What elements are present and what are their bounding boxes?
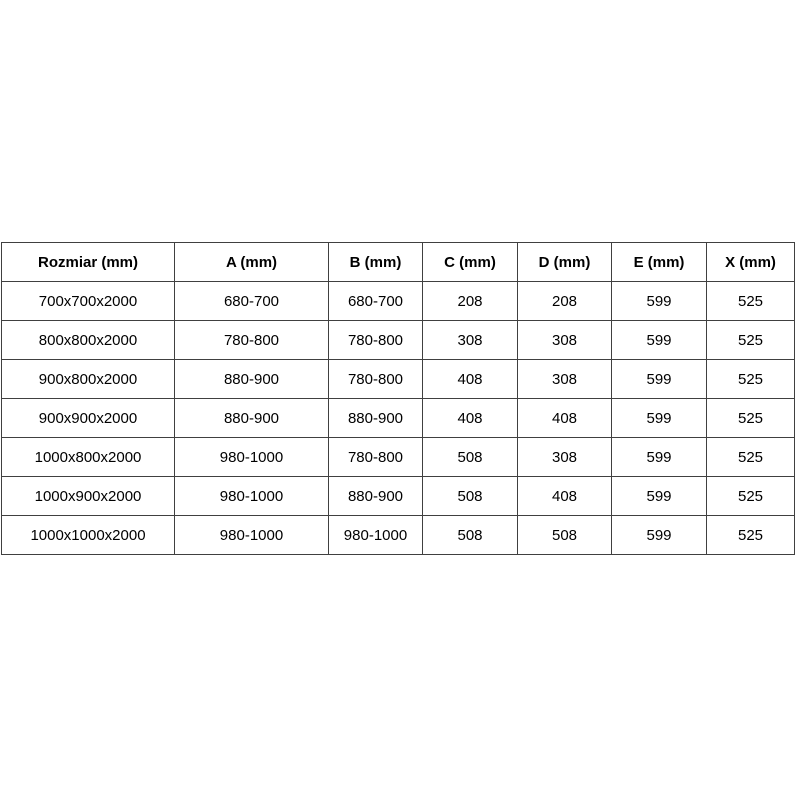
cell-x: 525 (707, 282, 795, 321)
cell-c: 508 (423, 516, 518, 555)
cell-d: 408 (518, 399, 612, 438)
cell-b: 980-1000 (329, 516, 423, 555)
column-header-d: D (mm) (518, 243, 612, 282)
column-header-rozmiar: Rozmiar (mm) (2, 243, 175, 282)
cell-c: 408 (423, 360, 518, 399)
cell-x: 525 (707, 399, 795, 438)
cell-c: 508 (423, 477, 518, 516)
cell-rozmiar: 1000x900x2000 (2, 477, 175, 516)
column-header-e: E (mm) (612, 243, 707, 282)
cell-d: 308 (518, 438, 612, 477)
cell-a: 980-1000 (175, 477, 329, 516)
cell-e: 599 (612, 360, 707, 399)
cell-a: 980-1000 (175, 438, 329, 477)
cell-d: 308 (518, 360, 612, 399)
table-row (2, 516, 795, 555)
cell-c: 408 (423, 399, 518, 438)
cell-b: 780-800 (329, 438, 423, 477)
cell-e: 599 (612, 399, 707, 438)
cell-rozmiar: 900x800x2000 (2, 360, 175, 399)
cell-d: 308 (518, 321, 612, 360)
column-header-b: B (mm) (329, 243, 423, 282)
cell-e: 599 (612, 477, 707, 516)
cell-x: 525 (707, 360, 795, 399)
cell-e: 599 (612, 321, 707, 360)
cell-e: 599 (612, 516, 707, 555)
cell-rozmiar: 1000x1000x2000 (2, 516, 175, 555)
cell-c: 208 (423, 282, 518, 321)
cell-a: 680-700 (175, 282, 329, 321)
table-row (2, 360, 795, 399)
cell-c: 508 (423, 438, 518, 477)
cell-c: 308 (423, 321, 518, 360)
table-row (2, 399, 795, 438)
cell-e: 599 (612, 438, 707, 477)
dimensions-table (1, 242, 795, 555)
header-row (2, 243, 795, 282)
cell-rozmiar: 700x700x2000 (2, 282, 175, 321)
cell-b: 780-800 (329, 360, 423, 399)
cell-b: 880-900 (329, 399, 423, 438)
cell-rozmiar: 900x900x2000 (2, 399, 175, 438)
cell-d: 208 (518, 282, 612, 321)
table-row (2, 477, 795, 516)
cell-x: 525 (707, 477, 795, 516)
cell-rozmiar: 800x800x2000 (2, 321, 175, 360)
table-row (2, 438, 795, 477)
cell-b: 680-700 (329, 282, 423, 321)
column-header-a: A (mm) (175, 243, 329, 282)
cell-rozmiar: 1000x800x2000 (2, 438, 175, 477)
cell-a: 880-900 (175, 360, 329, 399)
table-row (2, 321, 795, 360)
cell-x: 525 (707, 321, 795, 360)
cell-b: 780-800 (329, 321, 423, 360)
cell-d: 408 (518, 477, 612, 516)
cell-a: 980-1000 (175, 516, 329, 555)
cell-e: 599 (612, 282, 707, 321)
column-header-x: X (mm) (707, 243, 795, 282)
table-row (2, 282, 795, 321)
column-header-c: C (mm) (423, 243, 518, 282)
cell-a: 780-800 (175, 321, 329, 360)
cell-d: 508 (518, 516, 612, 555)
cell-b: 880-900 (329, 477, 423, 516)
cell-x: 525 (707, 438, 795, 477)
cell-x: 525 (707, 516, 795, 555)
cell-a: 880-900 (175, 399, 329, 438)
